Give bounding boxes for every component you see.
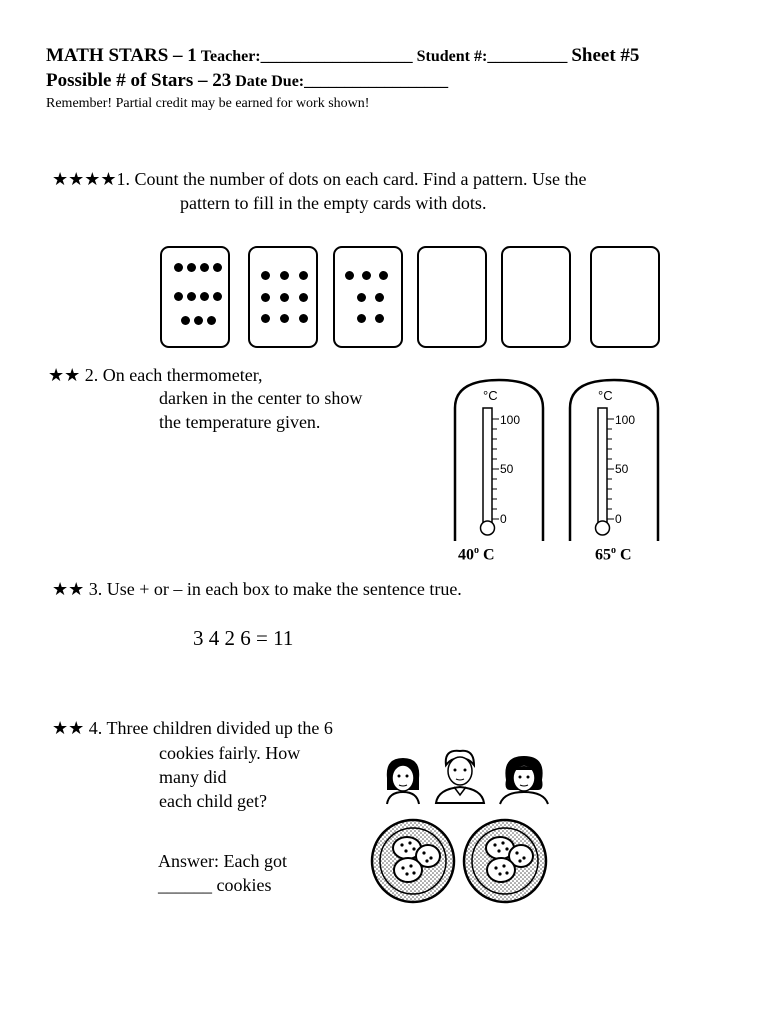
cookie-plate-2	[462, 818, 548, 904]
cookie-plate-1	[370, 818, 456, 904]
q1-text-2: pattern to fill in the empty cards with dots.	[180, 193, 487, 213]
dot	[362, 271, 371, 280]
dot	[375, 314, 384, 323]
dot	[200, 292, 209, 301]
student-label: Student #:	[416, 48, 488, 65]
answer-blank[interactable]: ______	[158, 875, 212, 895]
degree-mark: o	[611, 545, 616, 556]
temp-value: 40	[458, 546, 474, 564]
dot	[200, 263, 209, 272]
q2-stars: ★★	[48, 365, 81, 385]
q4-text-3: many did	[159, 767, 227, 787]
dot	[207, 316, 216, 325]
temp-unit: C	[479, 546, 495, 564]
q1-text-1: 1. Count the number of dots on each card. Find a pattern. Use the	[116, 169, 587, 189]
header-line-1	[46, 45, 639, 67]
child-girl-2-icon	[498, 754, 550, 806]
dot	[213, 292, 222, 301]
dot	[181, 316, 190, 325]
answer-line-2	[158, 873, 271, 897]
dot	[357, 314, 366, 323]
q4-text-1: 4. Three children divided up the 6	[88, 718, 333, 738]
empty-card-6[interactable]	[590, 246, 660, 348]
teacher-label: Teacher:	[200, 48, 261, 65]
dot-card-1	[160, 246, 230, 348]
thermometer-2-label	[595, 545, 632, 564]
thermometer-1-label	[458, 545, 495, 564]
q2-text-2: darken in the center to show	[159, 388, 363, 408]
q2-text-3: the temperature given.	[159, 412, 321, 432]
dot	[357, 293, 366, 302]
tick-label-50: 50	[615, 462, 629, 476]
degree-mark: o	[474, 545, 479, 556]
dot	[280, 293, 289, 302]
dot	[299, 271, 308, 280]
q2-line-1	[48, 363, 263, 387]
q1-stars: ★★★★	[52, 169, 117, 189]
dot	[187, 263, 196, 272]
tick-label-0: 0	[615, 512, 622, 526]
date-due-blank[interactable]: __________________	[304, 73, 449, 90]
tick-label-50: 50	[500, 462, 514, 476]
dot-card-2	[248, 246, 318, 348]
thermometer-unit: °C	[598, 388, 613, 403]
dot	[375, 293, 384, 302]
q3-text: 3. Use + or – in each box to make the sentence true.	[88, 579, 462, 599]
q4-text-2: cookies fairly. How	[159, 743, 301, 763]
q1-line-1	[52, 167, 586, 191]
dot-card-3	[333, 246, 403, 348]
dot	[261, 314, 270, 323]
answer-unit: cookies	[212, 875, 272, 895]
possible-stars: Possible # of Stars – 23	[46, 70, 232, 91]
sheet-series-title: MATH STARS – 1	[46, 45, 197, 66]
tick-label-100: 100	[500, 413, 521, 427]
dot	[174, 292, 183, 301]
dot	[174, 263, 183, 272]
q3-equation[interactable]: 3 4 2 6 = 11	[193, 626, 294, 650]
reminder-text: Remember! Partial credit may be earned for work shown!	[46, 96, 370, 111]
dot	[299, 314, 308, 323]
q3-stars: ★★	[52, 579, 85, 599]
answer-line-1: Answer: Each got	[158, 851, 287, 871]
tick-label-100: 100	[615, 413, 636, 427]
dot	[187, 292, 196, 301]
child-boy-icon	[434, 747, 486, 805]
dot	[345, 271, 354, 280]
dot	[280, 314, 289, 323]
date-due-label: Date Due:	[235, 73, 305, 90]
q4-stars: ★★	[52, 718, 85, 738]
dot	[213, 263, 222, 272]
q4-line-1	[52, 716, 333, 740]
thermometer-2[interactable]	[568, 378, 660, 543]
dot	[299, 293, 308, 302]
dot	[261, 293, 270, 302]
q4-text-4: each child get?	[159, 791, 267, 811]
temp-value: 65	[595, 546, 611, 564]
tick-label-0: 0	[500, 512, 507, 526]
temp-unit: C	[616, 546, 632, 564]
empty-card-4[interactable]	[417, 246, 487, 348]
child-girl-icon	[383, 754, 423, 806]
dot	[194, 316, 203, 325]
student-blank[interactable]: __________	[487, 48, 568, 65]
teacher-blank[interactable]: ___________________	[260, 48, 413, 65]
sheet-number: Sheet #5	[571, 45, 640, 66]
empty-card-5[interactable]	[501, 246, 571, 348]
q2-text-1: 2. On each thermometer,	[84, 365, 263, 385]
thermometer-1[interactable]	[453, 378, 545, 543]
q3-line	[52, 577, 462, 601]
dot	[280, 271, 289, 280]
header-line-2	[46, 70, 448, 92]
thermometer-unit: °C	[483, 388, 498, 403]
dot	[379, 271, 388, 280]
dot	[261, 271, 270, 280]
